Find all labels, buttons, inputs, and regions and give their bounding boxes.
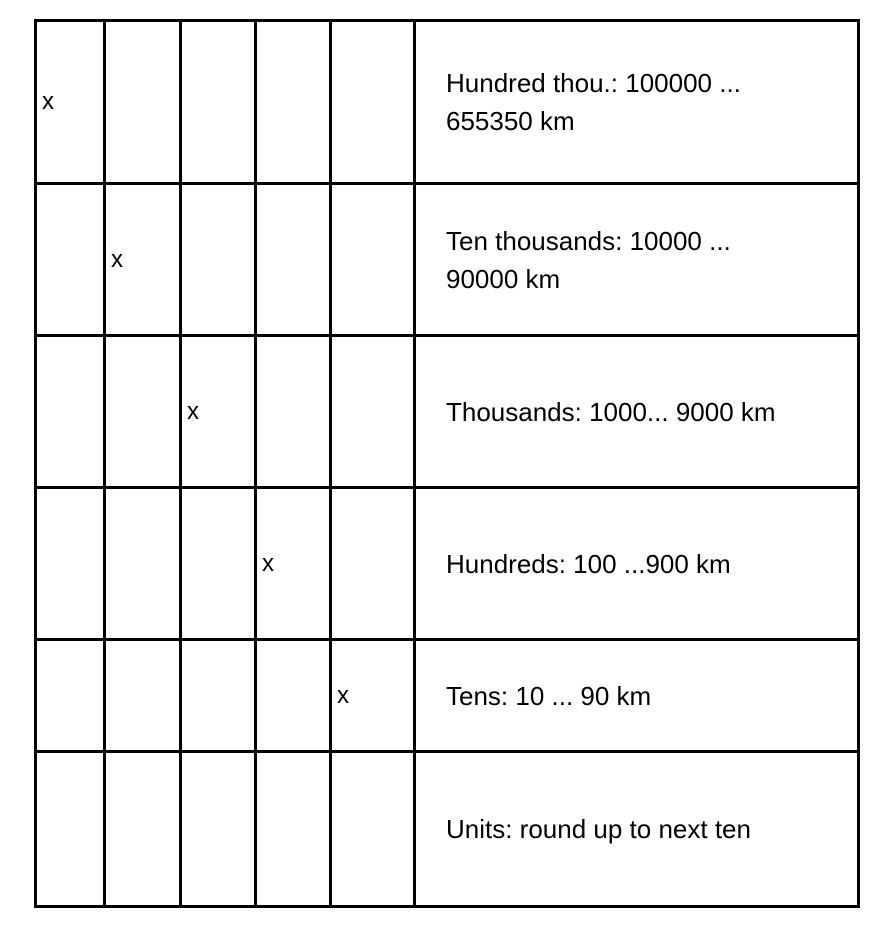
empty-cell xyxy=(181,488,256,640)
empty-cell xyxy=(105,336,181,488)
description-cell: Hundred thou.: 100000 ... 655350 km xyxy=(415,21,859,184)
empty-cell xyxy=(105,752,181,907)
description-cell: Tens: 10 ... 90 km xyxy=(415,640,859,752)
table-row xyxy=(36,640,859,752)
mark-cell-col-2: x xyxy=(105,184,181,336)
empty-cell xyxy=(331,184,415,336)
empty-cell xyxy=(181,752,256,907)
empty-cell xyxy=(105,488,181,640)
table-row xyxy=(36,184,859,336)
empty-cell xyxy=(256,21,331,184)
table-row xyxy=(36,752,859,907)
mark-cell-col-4: x xyxy=(256,488,331,640)
mark-cell-col-1: x xyxy=(36,21,105,184)
empty-cell xyxy=(105,21,181,184)
table-row xyxy=(36,336,859,488)
mark-cell-col-3: x xyxy=(181,336,256,488)
empty-cell xyxy=(105,640,181,752)
table-row xyxy=(36,488,859,640)
empty-cell xyxy=(331,21,415,184)
empty-cell xyxy=(256,752,331,907)
empty-cell xyxy=(181,184,256,336)
distance-digit-table xyxy=(34,19,860,908)
empty-cell xyxy=(36,640,105,752)
empty-cell xyxy=(181,640,256,752)
empty-cell xyxy=(181,21,256,184)
empty-cell xyxy=(256,640,331,752)
description-cell: Ten thousands: 10000 ... 90000 km xyxy=(415,184,859,336)
empty-cell xyxy=(256,336,331,488)
empty-cell xyxy=(331,752,415,907)
description-cell: Thousands: 1000... 9000 km xyxy=(415,336,859,488)
empty-cell xyxy=(36,184,105,336)
empty-cell xyxy=(256,184,331,336)
mark-cell-col-5: x xyxy=(331,640,415,752)
empty-cell xyxy=(331,336,415,488)
empty-cell xyxy=(36,336,105,488)
description-cell: Units: round up to next ten xyxy=(415,752,859,907)
empty-cell xyxy=(36,752,105,907)
empty-cell xyxy=(36,488,105,640)
empty-cell xyxy=(331,488,415,640)
table-row xyxy=(36,21,859,184)
description-cell: Hundreds: 100 ...900 km xyxy=(415,488,859,640)
